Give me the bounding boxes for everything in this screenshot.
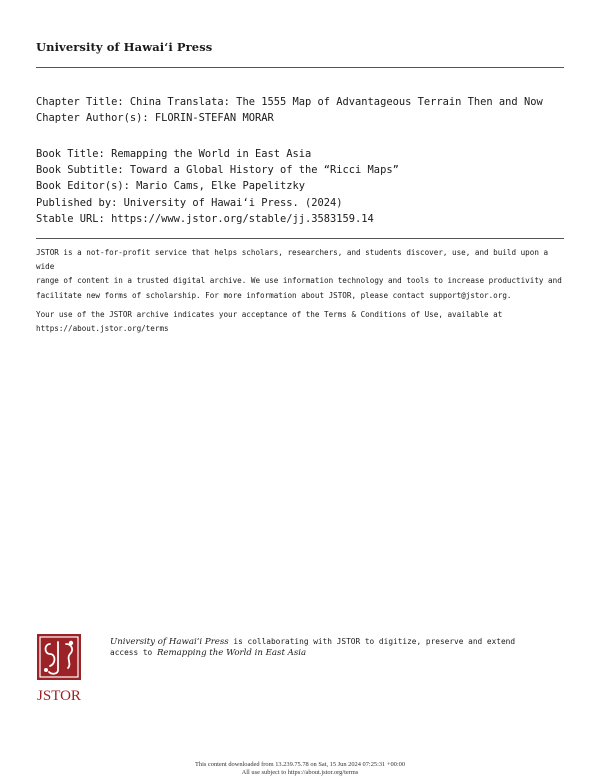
middle-divider <box>36 238 564 239</box>
book-title: Book Title: Remapping the World in East Asia <box>36 148 312 160</box>
terms-notice <box>36 308 564 336</box>
jstor-logo-text: JSTOR <box>37 688 81 704</box>
notice-line: facilitate new forms of scholarship. For more information about JSTOR, please contact support@jstor.org. <box>36 290 512 300</box>
jstor-logo <box>36 634 84 704</box>
download-footer <box>0 761 600 777</box>
collab-line-2 <box>110 648 550 659</box>
jstor-logo-icon <box>36 634 84 704</box>
collab-book-title: Remapping the World in East Asia <box>156 647 307 658</box>
chapter-authors: Chapter Author(s): FLORIN-STEFAN MORAR <box>36 112 274 125</box>
chapter-title: Chapter Title: China Translata: The 1555 Map of Advantageous Terrain Then and Now <box>36 96 543 108</box>
book-subtitle: Book Subtitle: Toward a Global History of the “Ricci Maps” <box>36 164 399 177</box>
footer-download-info: This content downloaded from 13.239.75.78 on Sat, 15 Jun 2024 07:25:31 +00:00 <box>194 761 406 768</box>
book-editors: Book Editor(s): Mario Cams, Elke Papelitzky <box>36 180 305 193</box>
collab-line-1 <box>110 637 550 648</box>
collab-access-text: access to <box>110 647 157 657</box>
book-info <box>36 146 564 227</box>
terms-url-link[interactable]: https://about.jstor.org/terms <box>36 324 169 334</box>
collab-publisher: University of Hawaiʻi Press <box>110 637 229 647</box>
publisher-heading: University of Hawaiʻi Press <box>36 40 213 54</box>
jstor-notice <box>36 246 564 303</box>
top-divider <box>36 67 564 68</box>
notice-line: JSTOR is a not-for-profit service that helps scholars, researchers, and students discover, use, and build upon a wide <box>36 248 549 272</box>
footer-terms-link[interactable]: All use subject to https://about.jstor.org/terms <box>241 769 359 777</box>
chapter-info <box>36 94 564 126</box>
terms-line: Your use of the JSTOR archive indicates your acceptance of the Terms & Conditions of Use, available at <box>36 310 503 319</box>
notice-line: range of content in a trusted digital archive. We use information technology and tools to increase productivity and <box>36 276 562 286</box>
collaboration-statement <box>110 637 550 658</box>
collab-text: is collaborating with JSTOR to digitize, preserve and extend <box>228 637 516 646</box>
published-by: Published by: University of Hawaiʻi Press. (2024) <box>36 196 343 209</box>
stable-url-link[interactable]: Stable URL: https://www.jstor.org/stable/jj.3583159.14 <box>36 212 374 225</box>
